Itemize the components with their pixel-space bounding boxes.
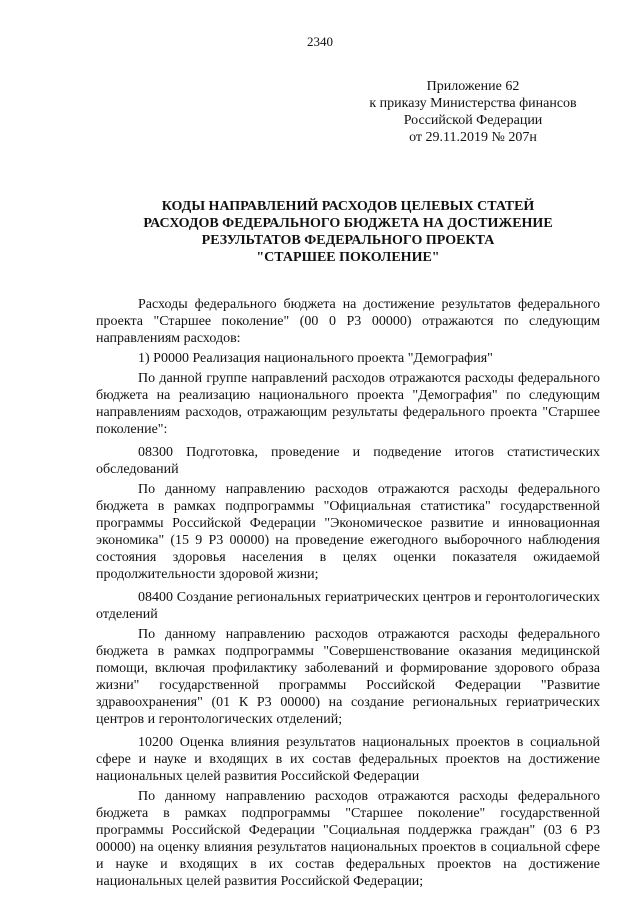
paragraph-code-08400: 08400 Создание региональных гериатрических центров и геронтологических отделений <box>96 590 600 622</box>
title-line-3: РЕЗУЛЬТАТОВ ФЕДЕРАЛЬНОГО ПРОЕКТА <box>201 233 495 248</box>
title-line-4: "СТАРШЕЕ ПОКОЛЕНИЕ" <box>256 250 440 265</box>
paragraph-code-08300: 08300 Подготовка, проведение и подведение итогов статистических обследований <box>96 445 600 477</box>
document-body <box>96 296 600 890</box>
appendix-line-4: от 29.11.2019 № 207н <box>409 130 537 145</box>
title-line-1: КОДЫ НАПРАВЛЕНИЙ РАСХОДОВ ЦЕЛЕВЫХ СТАТЕЙ <box>161 199 535 214</box>
title-line-2: РАСХОДОВ ФЕДЕРАЛЬНОГО БЮДЖЕТА НА ДОСТИЖЕНИЕ <box>143 216 553 231</box>
appendix-line-2: к приказу Министерства финансов <box>369 96 577 111</box>
appendix-header <box>358 78 588 146</box>
paragraph-code-08300-description: По данному направлению расходов отражаются расходы федерального бюджета в рамках подпрограммы "Официальная статистика" государственной программы Российской Федерации "Экономическое развитие и инновационная экономика" (15 9 P3 00000) на проведение ежегодного выборочного наблюдения состояния здоровья населения в целях оценки показателя ожидаемой продолжительности здоровой жизни; <box>96 482 600 582</box>
paragraph-code-10200-description: По данному направлению расходов отражаются расходы федерального бюджета в рамках подпрограммы "Старшее поколение" государственной программы Российской Федерации "Социальная поддержка граждан" (03 6 P3 00000) на оценку влияния результатов национальных проектов в социальной сфере и науке и входящих в их состав федеральных проектов на достижение национальных целей развития Российской Федерации; <box>96 789 600 889</box>
appendix-line-3: Российской Федерации <box>403 113 543 128</box>
paragraph-group-p0000: 1) P0000 Реализация национального проекта "Демография" <box>138 351 493 366</box>
page-number: 2340 <box>307 34 333 49</box>
document-title <box>96 198 600 266</box>
paragraph-code-08400-description: По данному направлению расходов отражаются расходы федерального бюджета в рамках подпрограммы "Совершенствование оказания медицинской помощи, включая профилактику заболеваний и формирование здорового образа жизни" государственной программы Российской Федерации "Развитие здравоохранения" (01 К P3 00000) на создание региональных гериатрических центров и геронтологических отделений; <box>96 627 600 727</box>
appendix-line-1: Приложение 62 <box>426 79 520 94</box>
paragraph-intro: Расходы федерального бюджета на достижение результатов федерального проекта "Старшее поколение" (00 0 P3 00000) отражаются по следующим направлениям расходов: <box>96 297 600 346</box>
paragraph-group-description: По данной группе направлений расходов отражаются расходы федерального бюджета на реализацию национального проекта "Демография" по следующим направлениям расходов, отражающим результаты федерального проекта "Старшее поколение": <box>96 371 600 437</box>
paragraph-code-10200: 10200 Оценка влияния результатов национальных проектов в социальной сфере и науке и входящих в их состав федеральных проектов на достижение национальных целей развития Российской Федерации <box>96 735 600 784</box>
